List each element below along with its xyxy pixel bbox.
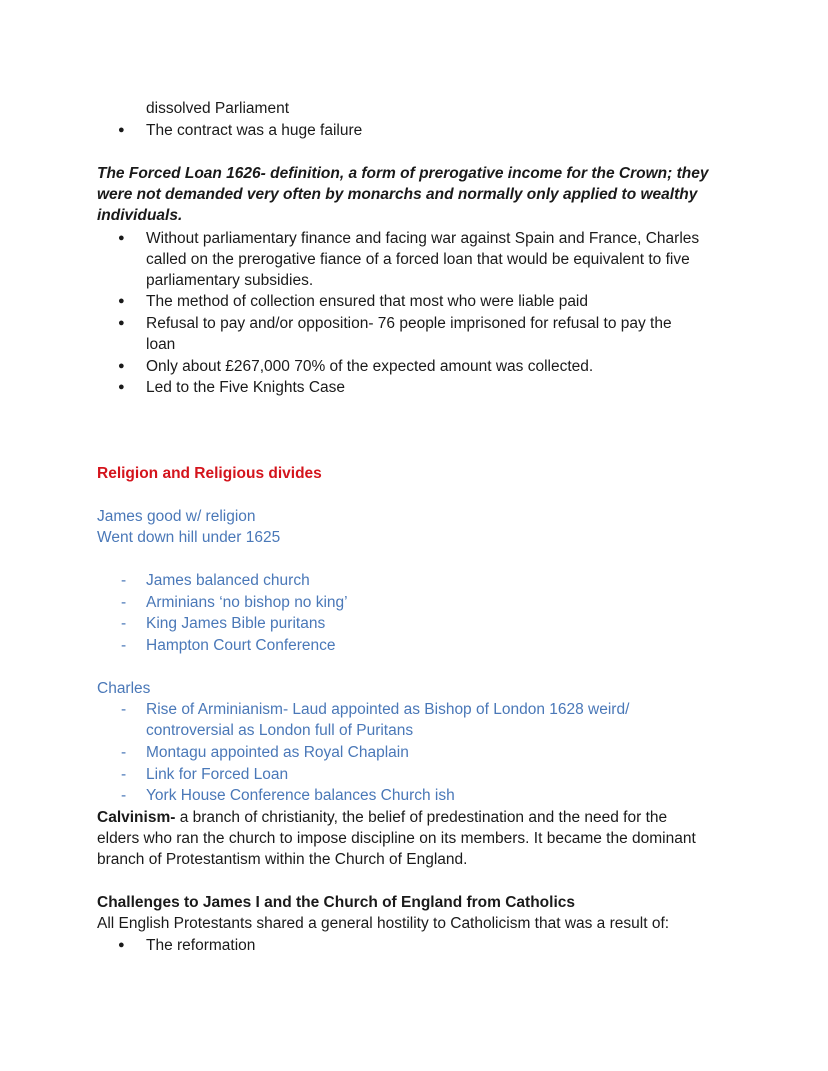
list-item: Montagu appointed as Royal Chaplain [146,744,409,761]
list-item: Only about £267,000 70% of the expected amount was collected. [146,358,594,375]
bullet-icon: ● [118,232,125,244]
calvinism-line-3: branch of Protestantism within the Church of England. [97,851,468,868]
list-item: Rise of Arminianism- Laud appointed as Bishop of London 1628 weird/ [146,701,630,718]
dash-icon: - [121,572,127,589]
list-item: Arminians ‘no bishop no king’ [146,594,348,611]
bullet-icon: ● [118,295,125,307]
charles-label: Charles [97,680,151,697]
list-item: Without parliamentary finance and facing war against Spain and France, Charles [146,230,700,247]
catholics-heading: Challenges to James I and the Church of England from Catholics [97,894,575,911]
list-item: Link for Forced Loan [146,766,289,783]
dash-icon: - [121,766,127,783]
list-item: King James Bible puritans [146,615,326,632]
bullet-icon: ● [118,317,125,329]
calvinism-line-2: elders who ran the church to impose discipline on its members. It became the dominant [97,830,696,847]
james-line-1: James good w/ religion [97,508,256,525]
james-line-2: Went down hill under 1625 [97,529,281,546]
list-item: The method of collection ensured that most who were liable paid [146,293,588,310]
dash-icon: - [121,787,127,804]
forced-loan-heading-line-1: The Forced Loan 1626- definition, a form of prerogative income for the Crown; they [97,165,709,182]
calvinism-definition: a branch of christianity, the belief of predestination and the need for the [175,809,668,826]
dash-icon: - [121,637,127,654]
list-item-continuation: loan [146,336,176,353]
bullet-icon: ● [118,360,125,372]
calvinism-line-1 [97,807,667,828]
religion-heading: Religion and Religious divides [97,465,322,482]
list-item: Refusal to pay and/or opposition- 76 people imprisoned for refusal to pay the [146,315,672,332]
list-item: Hampton Court Conference [146,637,336,654]
continuation-text: dissolved Parliament [146,100,290,117]
catholics-intro: All English Protestants shared a general hostility to Catholicism that was a result of: [97,915,670,932]
dash-icon: - [121,594,127,611]
bullet-icon: ● [118,124,125,136]
list-item: The reformation [146,937,256,954]
bullet-icon: ● [118,939,125,951]
list-item: The contract was a huge failure [146,122,363,139]
list-item: James balanced church [146,572,310,589]
calvinism-term: Calvinism- [97,809,176,826]
list-item: Led to the Five Knights Case [146,379,346,396]
list-item-continuation: called on the prerogative fiance of a forced loan that would be equivalent to five [146,251,690,268]
list-item: York House Conference balances Church ish [146,787,455,804]
dash-icon: - [121,701,127,718]
list-item-continuation: controversial as London full of Puritans [146,722,414,739]
list-item-continuation: parliamentary subsidies. [146,272,314,289]
dash-icon: - [121,615,127,632]
forced-loan-heading-line-2: were not demanded very often by monarchs and normally only applied to wealthy [97,186,698,203]
forced-loan-heading-line-3: individuals. [97,207,183,224]
bullet-icon: ● [118,381,125,393]
dash-icon: - [121,744,127,761]
